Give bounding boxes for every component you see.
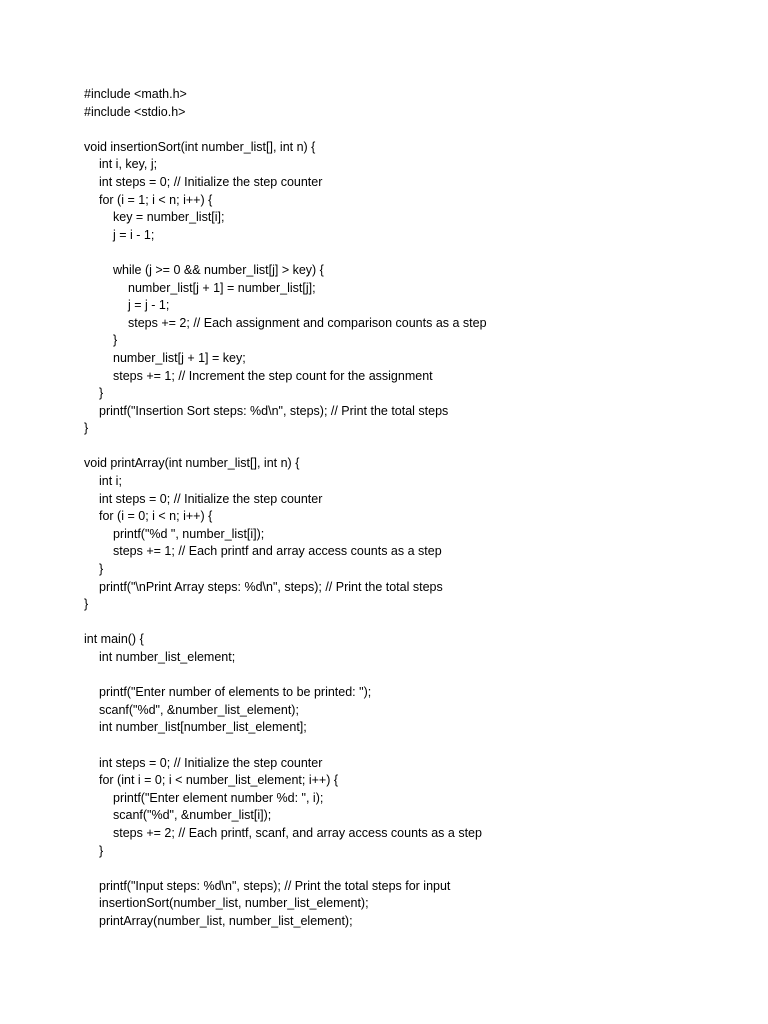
code-line: } [99,386,104,401]
blank-line [84,438,487,456]
code-line: steps += 2; // Each assignment and comparison counts as a step [128,315,487,330]
code-line: number_list[j + 1] = key; [113,350,246,365]
code-line: for (i = 0; i < n; i++) { [99,509,213,524]
code-line: j = j - 1; [128,298,170,313]
blank-line [84,860,487,878]
code-line: j = i - 1; [113,227,155,242]
code-line: int steps = 0; // Initialize the step counter [99,174,323,189]
code-line: } [113,333,118,348]
code-line: void printArray(int number_list[], int n) { [84,456,300,471]
code-line: for (int i = 0; i < number_list_element; i++) { [99,773,339,788]
code-line: insertionSort(number_list, number_list_element); [99,896,369,911]
code-line: } [99,843,104,858]
code-line: int i, key, j; [99,157,158,172]
blank-line [84,614,487,632]
code-line: key = number_list[i]; [113,210,225,225]
code-line: printf("\nPrint Array steps: %d\n", steps); // Print the total steps [99,579,443,594]
code-line: } [84,597,89,612]
code-line: printf("%d ", number_list[i]); [113,526,265,541]
code-line: int main() { [84,632,144,647]
code-line: printf("Input steps: %d\n", steps); // Print the total steps for input [99,878,451,893]
code-line: int number_list_element; [99,650,236,664]
blank-line [84,121,487,139]
code-line: steps += 1; // Each printf and array access counts as a step [113,544,442,559]
code-listing [84,86,487,931]
code-line: number_list[j + 1] = number_list[j]; [128,280,316,295]
code-line: steps += 2; // Each printf, scanf, and array access counts as a step [113,825,482,840]
code-line: #include <math.h> [84,87,187,101]
code-line: #include <stdio.h> [84,104,186,119]
code-line: printArray(number_list, number_list_element); [99,913,353,928]
blank-line [84,667,487,685]
code-line: int number_list[number_list_element]; [99,720,307,735]
code-line: } [84,421,89,436]
code-line: int steps = 0; // Initialize the step counter [99,491,323,506]
code-line: int i; [99,474,122,489]
code-line: scanf("%d", &number_list[i]); [113,808,272,823]
code-line: printf("Insertion Sort steps: %d\n", steps); // Print the total steps [99,403,449,418]
code-line: int steps = 0; // Initialize the step counter [99,755,323,770]
blank-line [84,244,487,262]
code-line: } [99,562,104,577]
code-line: printf("Enter element number %d: ", i); [113,790,324,805]
code-line: printf("Enter number of elements to be printed: "); [99,685,372,700]
code-line: void insertionSort(int number_list[], int n) { [84,139,316,154]
code-line: steps += 1; // Increment the step count for the assignment [113,368,433,383]
code-line: while (j >= 0 && number_list[j] > key) { [113,262,324,277]
code-line: for (i = 1; i < n; i++) { [99,192,213,207]
blank-line [84,737,487,755]
code-line: scanf("%d", &number_list_element); [99,702,299,717]
